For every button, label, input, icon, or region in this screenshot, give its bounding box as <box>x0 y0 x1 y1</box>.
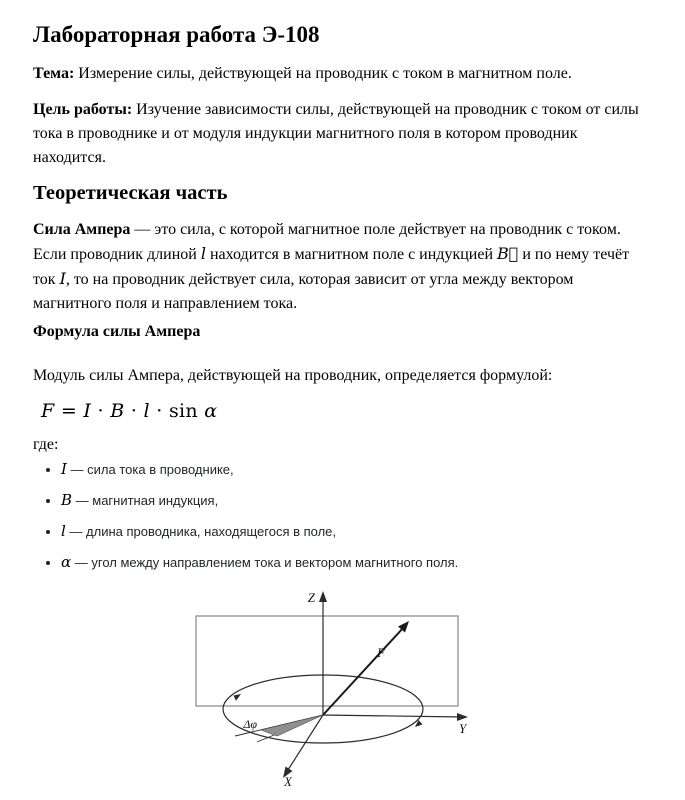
symbol-b: B <box>61 490 73 509</box>
formula-sin: sin <box>168 400 205 422</box>
symbol-i: I <box>61 459 67 478</box>
ampere-text-2: находится в магнитном поле с индукцией <box>205 246 497 263</box>
symbol-i-inline: I <box>59 269 66 288</box>
list-item-text: — угол между направлением тока и вектором магнитного поля. <box>71 554 459 570</box>
formula-dot-2: · <box>124 400 144 422</box>
tema-label: Тема: <box>33 65 75 83</box>
symbol-l-inline: l <box>200 244 206 263</box>
ampere-definition-paragraph <box>33 218 650 316</box>
ampere-text-4: , то на проводник действует сила, которая зависит от угла между вектором магнитного поля и направлением тока. <box>33 271 574 312</box>
symbol-alpha: α <box>61 552 72 571</box>
formula-dot-3: · <box>149 400 169 422</box>
formula-alpha: α <box>204 400 218 422</box>
page-title: Лабораторная работа Э-108 <box>33 22 320 47</box>
goal-paragraph <box>33 98 650 170</box>
axis-label-z: Z <box>307 589 315 605</box>
formula-i: I <box>83 400 92 422</box>
list-item-text: — длина проводника, находящегося в поле, <box>65 523 337 539</box>
y-axis <box>323 715 463 717</box>
force-vector <box>323 627 404 715</box>
diagram-container <box>191 587 650 794</box>
tema-paragraph <box>33 62 650 86</box>
ampere-force-formula <box>33 398 650 426</box>
force-vector-label: F⃗ <box>377 644 396 660</box>
tema-text: Измерение силы, действующей на проводник с током в магнитном поле. <box>78 65 572 83</box>
list-item-length <box>61 523 650 540</box>
axis-label-y: Y <box>459 720 467 736</box>
angle-delta-phi-label: Δφ <box>243 716 257 731</box>
goal-text: Изучение зависимости силы, действующей на проводник с током от силы тока в проводнике и от модуля индукции магнитного поля в котором проводник находится. <box>33 101 639 167</box>
list-item-angle <box>61 554 650 571</box>
ampere-term: Сила Ампера <box>33 221 131 238</box>
symbol-l: l <box>61 521 66 540</box>
ampere-force-diagram <box>191 587 476 789</box>
loop-direction-arrow-left <box>234 694 242 701</box>
goal-label: Цель работы: <box>33 101 133 119</box>
formula-intro-paragraph: Модуль силы Ампера, действующей на проводник, определяется формулой: <box>33 367 553 384</box>
formula-dot-1: · <box>91 400 111 422</box>
formula-sub-heading: Формула силы Ампера <box>33 323 201 340</box>
formula-b: B <box>110 400 125 422</box>
list-item-text: — сила тока в проводнике, <box>66 461 234 477</box>
y-axis-arrowhead <box>457 713 468 721</box>
ampere-text-3: и по нему течёт ток <box>33 246 630 288</box>
list-item-induction <box>61 492 650 509</box>
formula-f: F <box>41 400 55 422</box>
axis-label-x: X <box>284 773 292 789</box>
list-item-text: — магнитная индукция, <box>72 492 219 508</box>
ampere-text-1: — это сила, с которой магнитное поле действует на проводник с током. Если проводник длиной <box>33 221 621 263</box>
list-item-current <box>61 461 650 478</box>
where-label: где: <box>33 435 59 453</box>
symbol-b-vector-inline: B⃗ <box>497 244 519 263</box>
formula-equals: = <box>54 400 84 422</box>
definitions-list <box>33 461 650 571</box>
angle-sector-shading <box>261 715 323 736</box>
formula-l: l <box>143 400 150 422</box>
theory-section-heading: Теоретическая часть <box>33 182 228 205</box>
z-axis-arrowhead <box>319 591 327 602</box>
